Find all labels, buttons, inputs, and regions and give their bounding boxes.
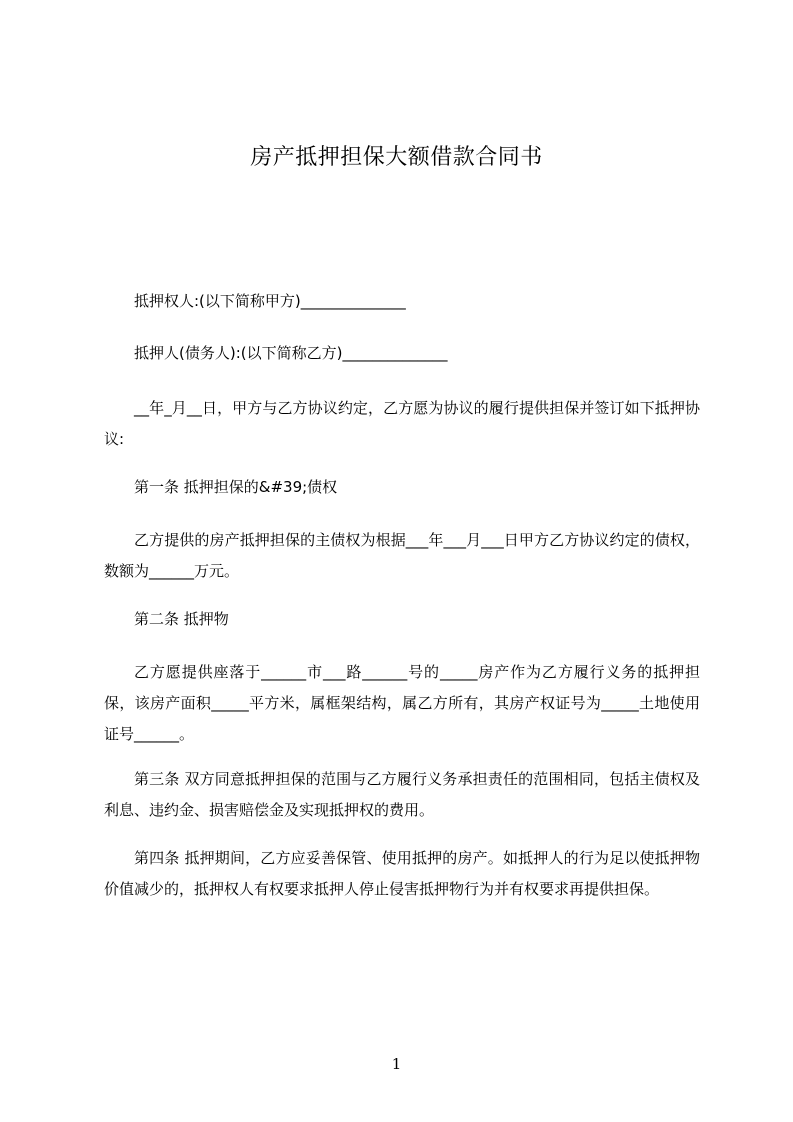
article-4-body: 第四条 抵押期间，乙方应妥善保管、使用抵押的房产。如抵押人的行为足以使抵押物价值减少的，抵押权人有权要求抵押人停止侵害抵押物行为并有权要求再提供担保。: [104, 849, 700, 898]
paragraph-mortgagor: 抵押人(债务人):(以下简称乙方)______________: [134, 344, 448, 362]
document-title: 房产抵押担保大额借款合同书: [250, 145, 543, 170]
paragraph-agreement-intro: __年_月__日，甲方与乙方协议约定，乙方愿为协议的履行提供担保并签订如下抵押协议:: [104, 399, 700, 448]
paragraph-mortgagee: 抵押权人:(以下简称甲方)______________: [134, 292, 406, 310]
article-3-body: 第三条 双方同意抵押担保的范围与乙方履行义务承担责任的范围相同，包括主债权及利息、违约金、损害赔偿金及实现抵押权的费用。: [104, 770, 700, 819]
article-2-heading: 第二条 抵押物: [134, 610, 229, 628]
article-2-body: 乙方愿提供座落于______市___路______号的_____房产作为乙方履行义务的抵押担保，该房产面积_____平方米，属框架结构，属乙方所有，其房产权证号为_____土地使用证号______。: [104, 663, 700, 743]
article-1-heading: 第一条 抵押担保的&#39;债权: [134, 478, 338, 496]
page-number: 1: [391, 1055, 402, 1073]
article-1-body: 乙方提供的房产抵押担保的主债权为根据___年___月___日甲方乙方协议约定的债权，数额为______万元。: [104, 531, 700, 580]
